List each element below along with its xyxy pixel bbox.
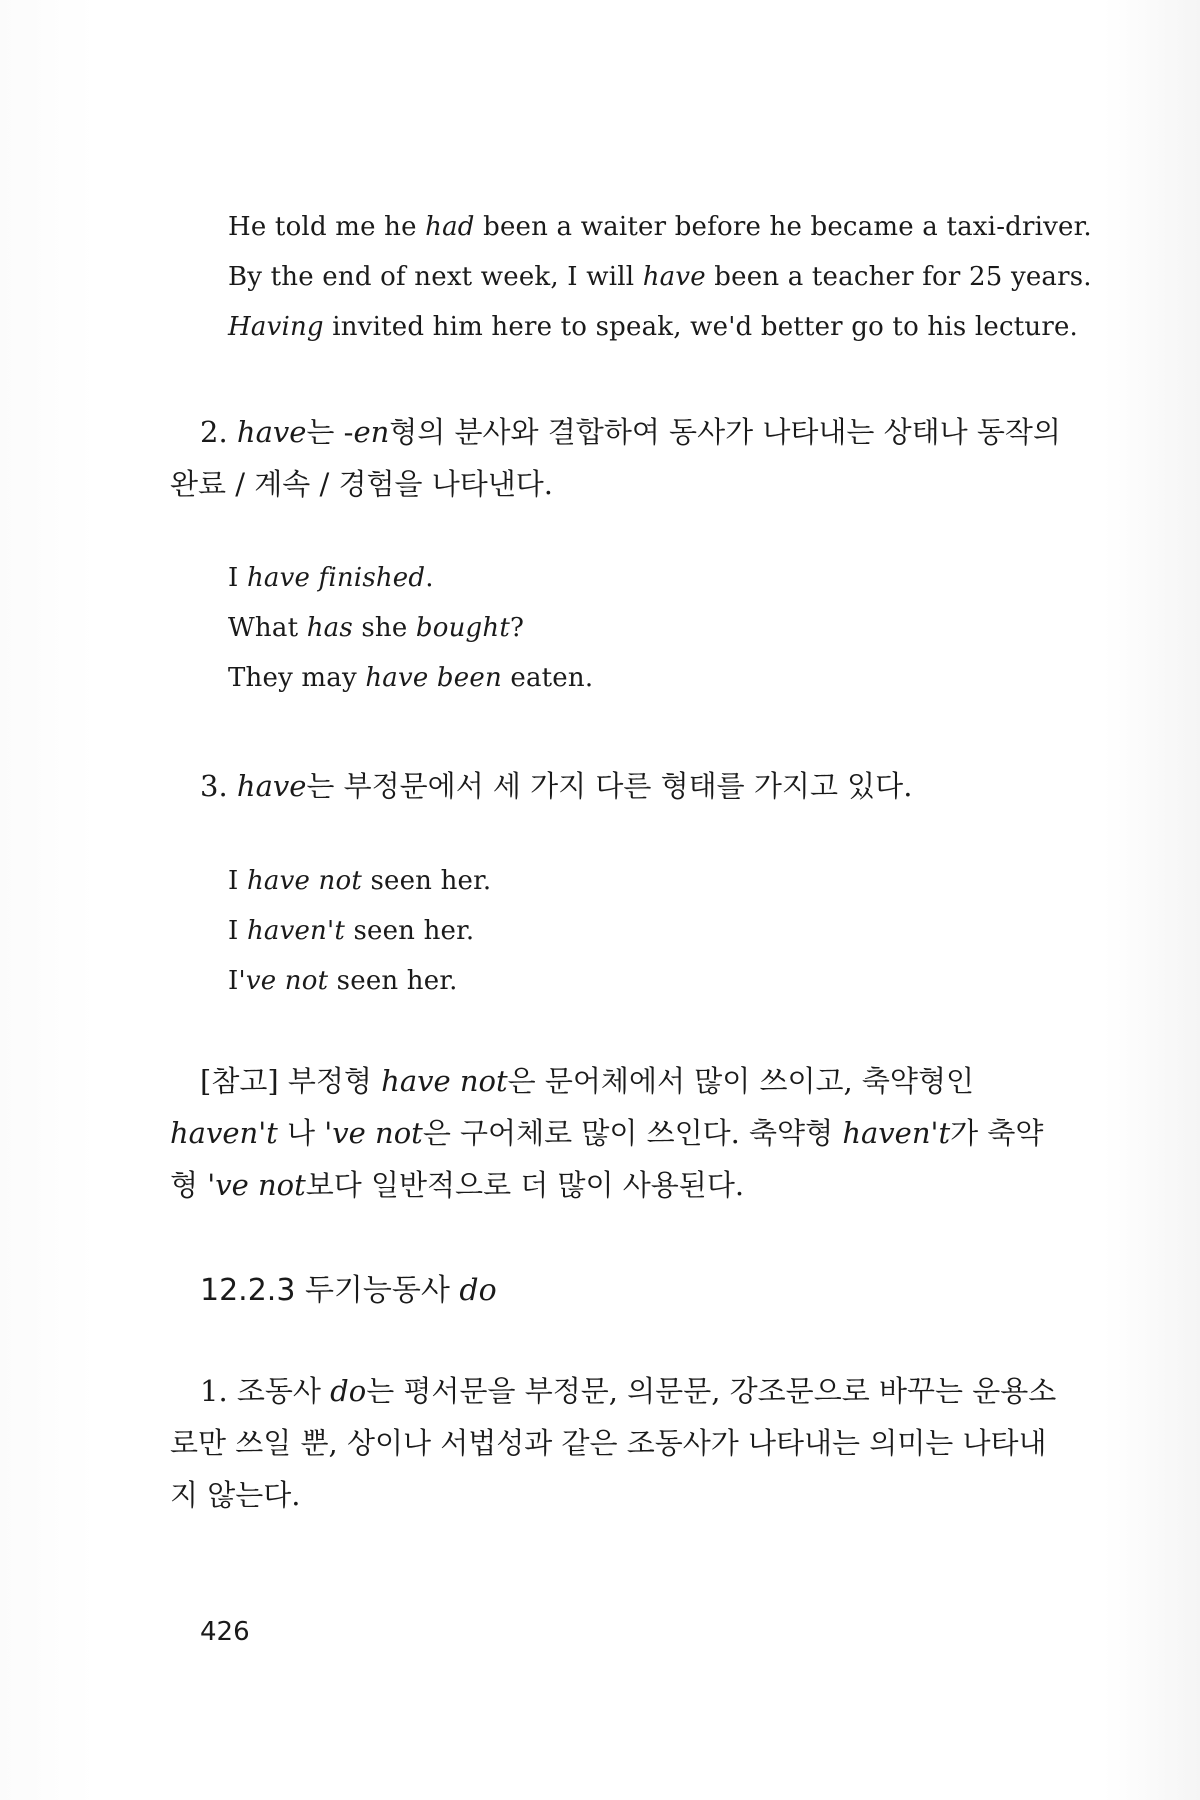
- example-sentence: They may have been eaten.: [228, 663, 594, 693]
- example-sentence: What has she bought?: [228, 613, 525, 643]
- rule-paragraph-2: 2. have는 -en형의 분사와 결합하여 동사가 나타내는 상태나 동작의 완료 / 계속 / 경험을 나타낸다.: [170, 415, 1061, 501]
- example-sentence: I haven't seen her.: [228, 916, 475, 946]
- rule-paragraph-3: 3. have는 부정문에서 세 가지 다른 형태를 가지고 있다.: [200, 769, 913, 803]
- section-heading: 12.2.3 두기능동사 do: [200, 1273, 497, 1308]
- example-sentence: I have not seen her.: [228, 866, 492, 896]
- note-paragraph: [참고] 부정형 have not은 문어체에서 많이 쓰이고, 축약형인 haven't 나 've not은 구어체로 많이 쓰인다. 축약형 haven't가 축약형 've not보다 일반적으로 더 많이 사용된다.: [170, 1064, 1044, 1202]
- example-sentence: He told me he had been a waiter before he became a taxi-driver.: [228, 212, 1092, 242]
- page-number: 426: [200, 1617, 250, 1647]
- example-sentence: I've not seen her.: [228, 966, 458, 996]
- rule-paragraph-do: 1. 조동사 do는 평서문을 부정문, 의문문, 강조문으로 바꾸는 운용소로만 쓰일 뿐, 상이나 서법성과 같은 조동사가 나타내는 의미는 나타내지 않는다.: [170, 1374, 1057, 1512]
- example-sentence: I have finished.: [228, 563, 434, 593]
- example-sentence: By the end of next week, I will have been a teacher for 25 years.: [228, 262, 1092, 292]
- example-sentence: Having invited him here to speak, we'd better go to his lecture.: [228, 312, 1079, 342]
